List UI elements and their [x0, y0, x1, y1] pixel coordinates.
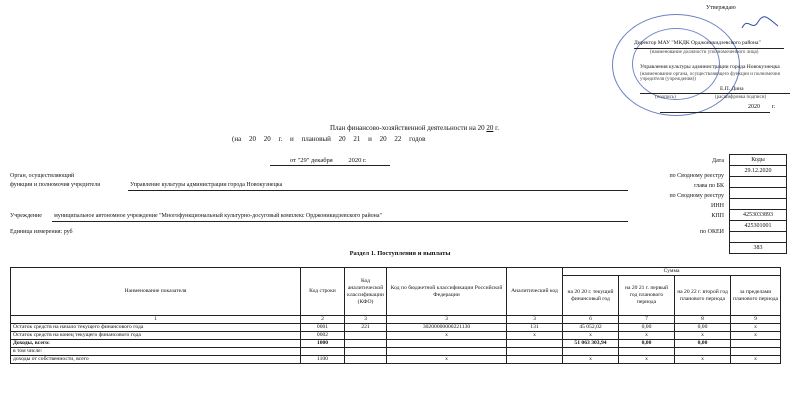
- plan-title-year: 20: [486, 124, 494, 132]
- cell: [345, 356, 387, 364]
- cell: [345, 348, 387, 356]
- cell: 131: [507, 324, 563, 332]
- cell: доходы от собственности, всего: [11, 356, 301, 364]
- cell: [675, 348, 731, 356]
- cell: 30200000000221130: [387, 324, 507, 332]
- plan-period-mid: 20 г. и плановый: [263, 135, 331, 143]
- cell: x: [731, 324, 781, 332]
- cell: [387, 348, 507, 356]
- kpp-value: 425301001: [730, 221, 787, 232]
- approval-signature-caption: (подпись): [655, 95, 676, 100]
- plan-date-prefix: от "29" декабря: [290, 157, 333, 164]
- organ-value: Управление культуры администрации города Новокузнецка: [130, 182, 283, 188]
- col-number: 3: [507, 316, 563, 324]
- cell: x: [387, 356, 507, 364]
- cell: 0,00: [619, 324, 675, 332]
- okei-value: 383: [730, 243, 787, 254]
- registry-label: по Сводному реестру: [669, 173, 724, 179]
- income-expense-table: [10, 267, 781, 364]
- organ-label-2: функции и полномочия учредителя: [10, 182, 100, 188]
- col-number: 1: [11, 316, 301, 324]
- cell: Остаток средств на конец текущего финансового года: [11, 332, 301, 340]
- col-header-year-2: на 20 22 г. второй год планового периода: [675, 276, 731, 316]
- cell: x: [675, 332, 731, 340]
- col-header-year-current: на 20 20 г. текущий финансовый год: [563, 276, 619, 316]
- bk-label: глава по БК: [694, 183, 724, 189]
- col-number: 7: [619, 316, 675, 324]
- col-number: 8: [675, 316, 731, 324]
- cell: x: [387, 332, 507, 340]
- col-number: 6: [563, 316, 619, 324]
- cell: в том числе:: [11, 348, 301, 356]
- plan-title-prefix: План финансово-хозяйственной деятельности на 20: [330, 124, 485, 132]
- col-header-beyond: за пределами планового периода: [731, 276, 781, 316]
- approval-director-caption: (наименование должности уполномоченного лица): [650, 50, 759, 55]
- cell: 1100: [301, 356, 345, 364]
- inn-label: ИНН: [711, 203, 724, 209]
- approval-org-caption: (наименование органа, осуществляющего функции и полномочия учредителя (учреждения)): [640, 72, 780, 82]
- cell: 0,00: [675, 340, 731, 348]
- cell: [507, 348, 563, 356]
- cell: x: [507, 332, 563, 340]
- cell: Доходы, всего:: [11, 340, 301, 348]
- cell: x: [731, 356, 781, 364]
- cell: x: [619, 356, 675, 364]
- signature: [740, 14, 780, 34]
- approval-org: Управления культуры администрации города Новокузнецка: [640, 64, 780, 70]
- approval-date-year: 2020: [748, 104, 760, 110]
- kpp-label: КПП: [711, 213, 724, 219]
- table-row: [11, 332, 781, 340]
- cell: 1000: [301, 340, 345, 348]
- table-row: [11, 356, 781, 364]
- cell: [731, 340, 781, 348]
- cell: 221: [345, 324, 387, 332]
- col-number: 9: [731, 316, 781, 324]
- cell: 0001: [301, 324, 345, 332]
- codes-table: [729, 136, 787, 254]
- plan-year2b: 22: [394, 135, 402, 143]
- cell: [563, 348, 619, 356]
- organ-label: Орган, осуществляющий: [10, 173, 75, 179]
- plan-title-suffix: г.: [495, 124, 499, 132]
- approval-name-caption: (расшифровка подписи): [715, 95, 767, 100]
- cell: [345, 340, 387, 348]
- plan-and: и: [368, 135, 372, 143]
- col-header-kfo: Код аналитической классификации (КФО): [345, 268, 387, 316]
- cell: [301, 348, 345, 356]
- okei-label: по ОКЕИ: [699, 229, 724, 235]
- cell: 0002: [301, 332, 345, 340]
- col-header-row-code: Код строки: [301, 268, 345, 316]
- approval-name: Е.П. Дина: [720, 86, 744, 92]
- cell: x: [563, 332, 619, 340]
- cell: [619, 348, 675, 356]
- cell: x: [619, 332, 675, 340]
- cell: x: [563, 356, 619, 364]
- cell: 0,00: [619, 340, 675, 348]
- col-number: 2: [301, 316, 345, 324]
- institution-value: муниципальное автономное учреждение "Многофункциональный культурно-досуговый комплекс Орджоникидзевского района": [54, 213, 382, 219]
- plan-year2: 20: [379, 135, 387, 143]
- inn-value: 4253033893: [730, 210, 787, 221]
- cell: [731, 348, 781, 356]
- col-number: 3: [387, 316, 507, 324]
- table-row: [11, 324, 781, 332]
- cell: 45 052,02: [563, 324, 619, 332]
- cell: 0,00: [675, 324, 731, 332]
- plan-date-year: 2020 г.: [348, 157, 367, 164]
- cell: 51 063 303,94: [563, 340, 619, 348]
- cell: [345, 332, 387, 340]
- plan-period-year: 20: [248, 135, 256, 143]
- col-header-sum: Сумма: [563, 268, 781, 276]
- col-header-analytic-code: Аналитический код: [507, 268, 563, 316]
- col-header-name: Наименование показателя: [11, 268, 301, 316]
- cell: [507, 356, 563, 364]
- plan-period-open: (на: [232, 135, 242, 143]
- unit-label: Единица измерения: руб: [10, 229, 73, 235]
- col-number: 3: [345, 316, 387, 324]
- cell: Остаток средств на начало текущего финансового года: [11, 324, 301, 332]
- approval-director: Директор МАУ "МКДК Орджоникидзевского района": [634, 40, 761, 46]
- cell: [507, 340, 563, 348]
- plan-year1: 20 21: [338, 135, 361, 143]
- table-row: [11, 348, 781, 356]
- registry-label-2: по Сводному реестру: [669, 193, 724, 199]
- col-header-year-1: на 20 21 г. первый год планового периода: [619, 276, 675, 316]
- col-header-budget-code: Код по бюджетной классификации Российской Федерации: [387, 268, 507, 316]
- cell: [387, 340, 507, 348]
- cell: x: [675, 356, 731, 364]
- plan-years: годов: [409, 135, 426, 143]
- date-value: 29.12.2020: [730, 166, 787, 177]
- section-title: Раздел 1. Поступления и выплаты: [349, 250, 451, 257]
- approval-date-suffix: г.: [772, 104, 776, 110]
- table-row: [11, 340, 781, 348]
- approval-title: Утверждаю: [706, 5, 736, 11]
- institution-label: Учреждение: [10, 213, 42, 219]
- codes-title: Коды: [730, 155, 787, 166]
- date-label: Дата: [712, 158, 724, 164]
- cell: x: [731, 332, 781, 340]
